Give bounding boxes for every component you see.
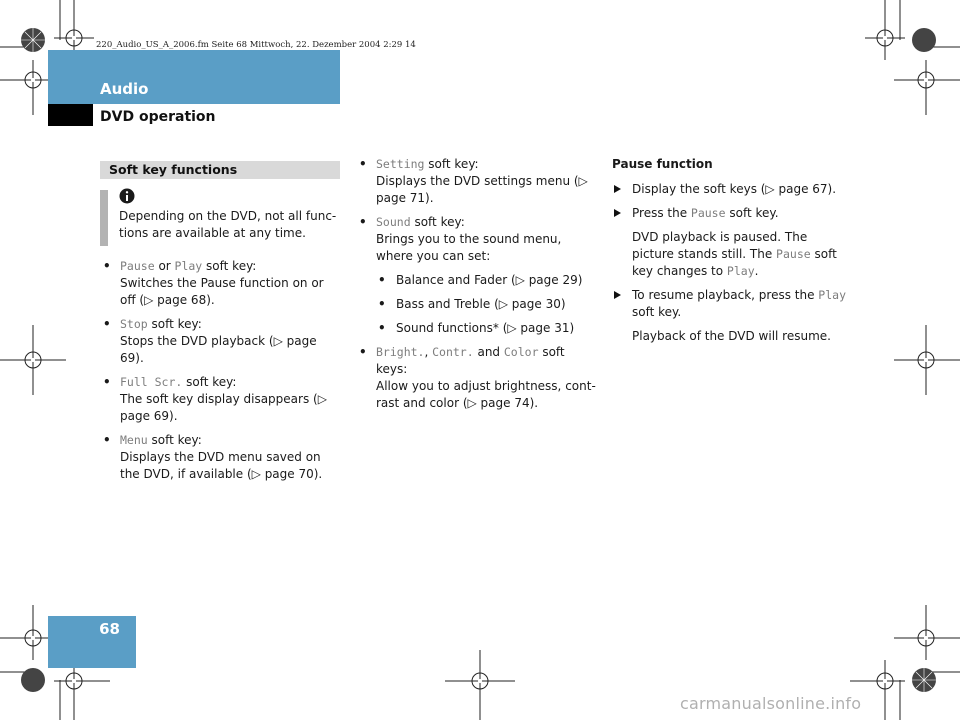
result-paused [612,229,852,280]
step-press-pause [612,205,852,222]
list-item-stop [100,316,340,367]
info-icon [119,188,135,204]
list-item-sound [356,214,596,337]
item-description: Brings you to the sound menu, where you can set: [376,232,562,263]
column-middle [356,156,596,419]
item-description: Stops the DVD playback (▷ page 69). [120,334,317,365]
softkey-heading [100,161,340,179]
page-number: 68 [99,620,120,638]
text-sep: , [424,345,433,359]
info-bar [100,190,108,246]
softkey-play: Play [818,288,846,302]
bullet: • [378,321,386,335]
text-label: soft keys: [376,345,565,376]
softkey-heading-text: Soft key functions [109,162,238,177]
text-or: or [154,259,175,273]
softkey-menu: Menu [120,433,148,447]
softkey-color: Color [503,345,539,359]
text-label: soft key: [202,259,257,273]
sub-item-text: Sound functions* (▷ page 31) [396,321,575,335]
sub-list-item [376,272,596,289]
bullet: • [103,375,111,389]
list-item-menu [100,432,340,483]
softkey-pause: Pause [690,206,726,220]
bullet: • [359,345,367,359]
step-arrow-icon [614,291,621,299]
bullet: • [378,297,386,311]
step-text: To resume playback, press the [632,288,819,302]
step-display-softkeys [612,181,852,198]
bullet: • [378,273,386,287]
step-resume [612,287,852,321]
list-item-bright [356,344,596,412]
watermark: carmanualsonline.info [680,694,862,713]
text-label: soft key: [147,317,202,331]
result-text: DVD playback is paused. The picture stands still. The [632,230,808,261]
bullet: • [359,215,367,229]
bullet: • [359,157,367,171]
column-left [100,258,340,490]
softkey-sound: Sound [376,215,411,229]
step-arrow-icon [614,209,621,217]
step-text: Display the soft keys (▷ page 67). [632,182,837,196]
bullet: • [103,317,111,331]
step-text: soft key. [725,206,779,220]
text-sep: and [473,345,504,359]
step-arrow-icon [614,185,621,193]
step-text: Press the [632,206,691,220]
sub-item-text: Balance and Fader (▷ page 29) [396,273,583,287]
text-label: soft key: [424,157,479,171]
step-text: soft key. [632,305,682,319]
black-tab [48,104,93,126]
softkey-setting: Setting [376,157,425,171]
bullet: • [103,433,111,447]
softkey-play: Play [726,264,755,278]
item-description: Allow you to adjust brightness, cont-rast and color (▷ page 74). [376,379,596,410]
result-text: soft key changes to [632,247,837,278]
sub-list-item [376,320,596,337]
column-right [612,156,852,352]
softkey-pause: Pause [120,259,155,273]
text-label: soft key: [147,433,202,447]
result-resume: Playback of the DVD will resume. [632,329,831,343]
item-description: Switches the Pause function on or off (▷ page 68). [120,276,324,307]
result-text: . [754,264,759,278]
subsection-title: DVD operation [100,109,216,125]
info-text: Depending on the DVD, not all func-tions are available at any time. [119,209,337,240]
text-label: soft key: [410,215,465,229]
softkey-bright: Bright. [376,345,425,359]
item-description: Displays the DVD menu saved on the DVD, if available (▷ page 70). [120,450,323,481]
section-title: Audio [100,80,149,98]
sub-list-item [376,296,596,313]
bullet: • [103,259,111,273]
list-item-fullscr [100,374,340,425]
softkey-pause: Pause [776,247,811,261]
list-item-pause [100,258,340,309]
item-description: The soft key display disappears (▷ page 69). [120,392,327,423]
softkey-play: Play [174,259,203,273]
softkey-contr: Contr. [432,345,474,359]
sub-item-text: Bass and Treble (▷ page 30) [396,297,566,311]
list-item-setting [356,156,596,207]
softkey-stop: Stop [120,317,148,331]
text-label: soft key: [182,375,237,389]
section-band [48,50,340,104]
pause-function-title: Pause function [612,157,713,171]
file-slug: 220_Audio_US_A_2006.fm Seite 68 Mittwoch, 22. Dezember 2004 2:29 14 [96,40,416,50]
item-description: Displays the DVD settings menu (▷ page 71). [376,174,588,205]
softkey-full-scr: Full Scr. [120,375,183,389]
